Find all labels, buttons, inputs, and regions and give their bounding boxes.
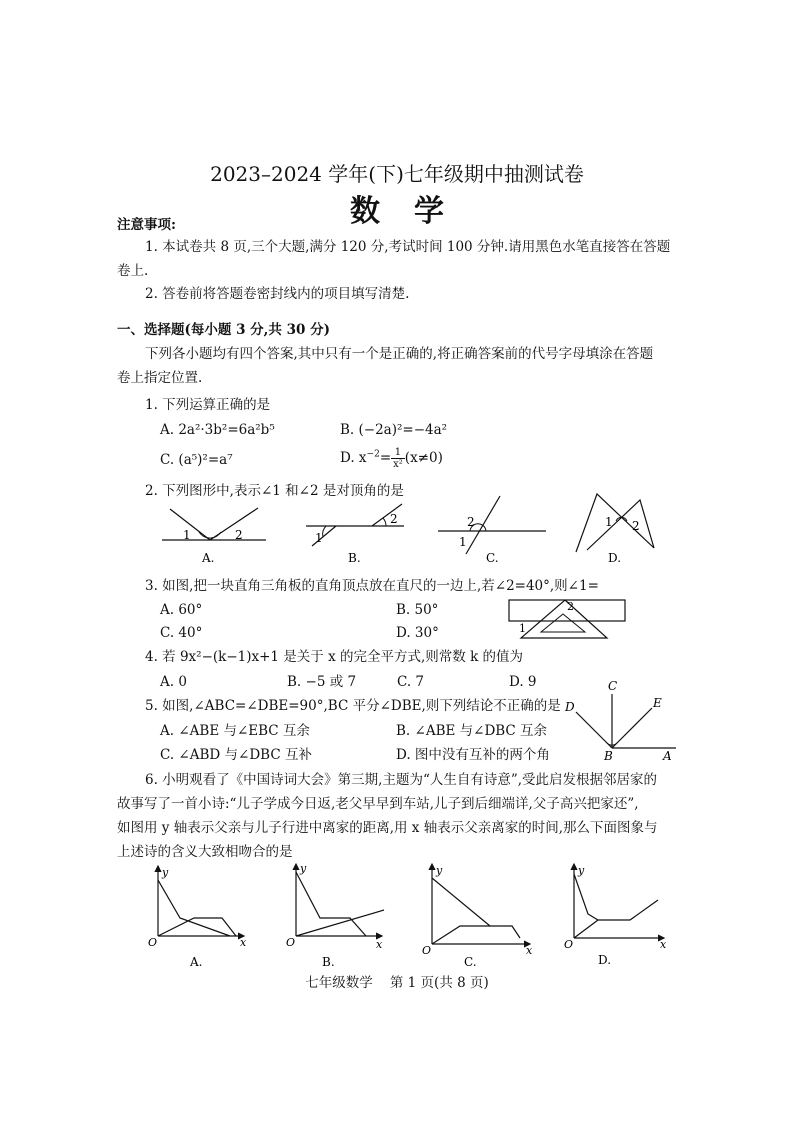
- section-1-instruction-line-2: 卷上指定位置.: [117, 370, 203, 386]
- question-4-stem: 4. 若 9x²−(k−1)x+1 是关于 x 的完全平方式,则常数 k 的值为: [145, 649, 524, 665]
- q2-figure-a: [162, 508, 266, 565]
- question-6-line-2: 故事写了一首小诗:“儿子学成今日返,老父早早到车站,儿子到后细端详,父子高兴把家还”,: [117, 796, 639, 812]
- q6-label-d: D.: [598, 953, 612, 967]
- question-4-option-b: B. −5 或 7: [287, 674, 357, 690]
- question-5-option-a: A. ∠ABE 与∠EBC 互余: [160, 723, 310, 739]
- q2-c-angle-2: 2: [467, 515, 475, 529]
- question-4-option-d: D. 9: [509, 674, 537, 690]
- question-3-option-b: B. 50°: [396, 602, 439, 618]
- q6-graph-b: [286, 862, 384, 969]
- question-5-option-d: D. 图中没有互补的两个角: [396, 747, 550, 763]
- q2-a-angle-1: 1: [183, 528, 191, 542]
- q2-d-angle-1: 1: [605, 515, 613, 529]
- q6-b-axis-y: y: [300, 862, 307, 875]
- question-3-option-c: C. 40°: [160, 625, 203, 641]
- q5-point-d: D: [565, 700, 575, 714]
- q2-label-c: C.: [486, 551, 499, 565]
- subject-title: 数学: [350, 194, 478, 229]
- notice-item-1-line-1: 1. 本试卷共 8 页,三个大题,满分 120 分,考试时间 100 分钟.请用黑色水笔直接答在答题: [145, 239, 671, 255]
- question-5-figure: [560, 679, 680, 763]
- q3-angle-1: 1: [519, 622, 526, 635]
- notice-heading: 注意事项:: [117, 217, 176, 233]
- q2-figure-d: [576, 494, 654, 565]
- page-footer: 七年级数学 第 1 页(共 8 页): [305, 975, 489, 991]
- question-6-graphs: [0, 858, 794, 968]
- question-5-option-c: C. ∠ABD 与∠DBC 互补: [160, 747, 312, 763]
- question-6-line-3: 如图用 y 轴表示父亲与儿子行进中离家的距离,用 x 轴表示父亲离家的时间,那么下面图象与: [117, 820, 658, 836]
- q6-graph-a: [148, 866, 247, 969]
- q2-b-angle-1: 1: [315, 531, 323, 545]
- q3-angle-2: 2: [567, 600, 574, 613]
- exam-title: 2023–2024 学年(下)七年级期中抽测试卷: [210, 162, 584, 186]
- q2-label-d: D.: [608, 551, 622, 565]
- question-2-figures: [0, 494, 794, 564]
- q6-b-origin: O: [286, 936, 296, 949]
- question-1-option-a: A. 2a²·3b²=6a²b⁵: [160, 422, 275, 438]
- q5-point-b: B: [604, 749, 613, 763]
- q2-label-b: B.: [348, 551, 361, 565]
- q6-d-axis-y: y: [578, 864, 585, 877]
- question-1-option-b: B. (−2a)²=−4a²: [340, 422, 448, 438]
- q2-figure-b: [306, 504, 404, 565]
- question-3-stem: 3. 如图,把一块直角三角板的直角顶点放在直尺的一边上,若∠2=40°,则∠1=: [145, 578, 599, 594]
- question-3-option-d: D. 30°: [396, 625, 439, 641]
- question-2-stem: 2. 下列图形中,表示∠1 和∠2 是对顶角的是: [145, 483, 404, 499]
- question-1-option-c: C. (a⁵)²=a⁷: [160, 452, 233, 468]
- q2-d-angle-2: 2: [632, 519, 640, 533]
- section-1-heading: 一、选择题(每小题 3 分,共 30 分): [117, 322, 330, 338]
- q6-a-axis-y: y: [162, 866, 169, 879]
- q6-a-origin: O: [148, 936, 158, 949]
- q5-point-a: A: [663, 749, 672, 763]
- question-6-line-1: 6. 小明观看了《中国诗词大会》第三期,主题为“人生自有诗意”,受此启发根据邻居家的: [145, 772, 658, 788]
- q2-c-angle-1: 1: [459, 535, 467, 549]
- q2-label-a: A.: [202, 551, 215, 565]
- q2-figure-c: [438, 496, 546, 565]
- question-3-figure: [505, 596, 635, 641]
- q2-b-angle-2: 2: [390, 512, 398, 526]
- q6-graph-d: [564, 864, 667, 967]
- notice-item-1-line-2: 卷上.: [117, 263, 149, 279]
- q6-a-axis-x: x: [240, 936, 247, 949]
- section-1-instruction-line-1: 下列各小题均有四个答案,其中只有一个是正确的,将正确答案前的代号字母填涂在答题: [145, 346, 654, 362]
- q6-d-axis-x: x: [660, 938, 667, 951]
- question-5-option-b: B. ∠ABE 与∠DBC 互余: [396, 723, 548, 739]
- question-5-stem: 5. 如图,∠ABC=∠DBE=90°,BC 平分∠DBE,则下列结论不正确的是: [145, 698, 561, 714]
- q6-c-origin: O: [422, 944, 432, 957]
- q6-d-origin: O: [564, 938, 574, 951]
- q6-b-axis-x: x: [376, 938, 383, 951]
- q6-c-axis-y: y: [436, 864, 443, 877]
- q5-point-c: C: [608, 679, 618, 693]
- q6-label-a: A.: [190, 955, 203, 969]
- question-4-option-a: A. 0: [160, 674, 187, 690]
- q5-point-e: E: [653, 696, 662, 710]
- q6-label-c: C.: [464, 955, 477, 969]
- question-6-line-4: 上述诗的含义大致相吻合的是: [117, 844, 293, 860]
- q6-graph-c: [422, 864, 533, 969]
- q6-label-b: B.: [322, 955, 335, 969]
- question-3-option-a: A. 60°: [160, 602, 203, 618]
- q2-a-angle-2: 2: [235, 528, 243, 542]
- question-1-stem: 1. 下列运算正确的是: [145, 397, 271, 413]
- question-1-option-d: D. $x^{-2}=$ $\frac{1}{\text{x²}}$ (x≠0): [340, 447, 443, 470]
- q6-c-axis-x: x: [526, 944, 533, 957]
- question-4-option-c: C. 7: [397, 674, 425, 690]
- notice-item-2: 2. 答卷前将答题卷密封线内的项目填写清楚.: [145, 286, 410, 302]
